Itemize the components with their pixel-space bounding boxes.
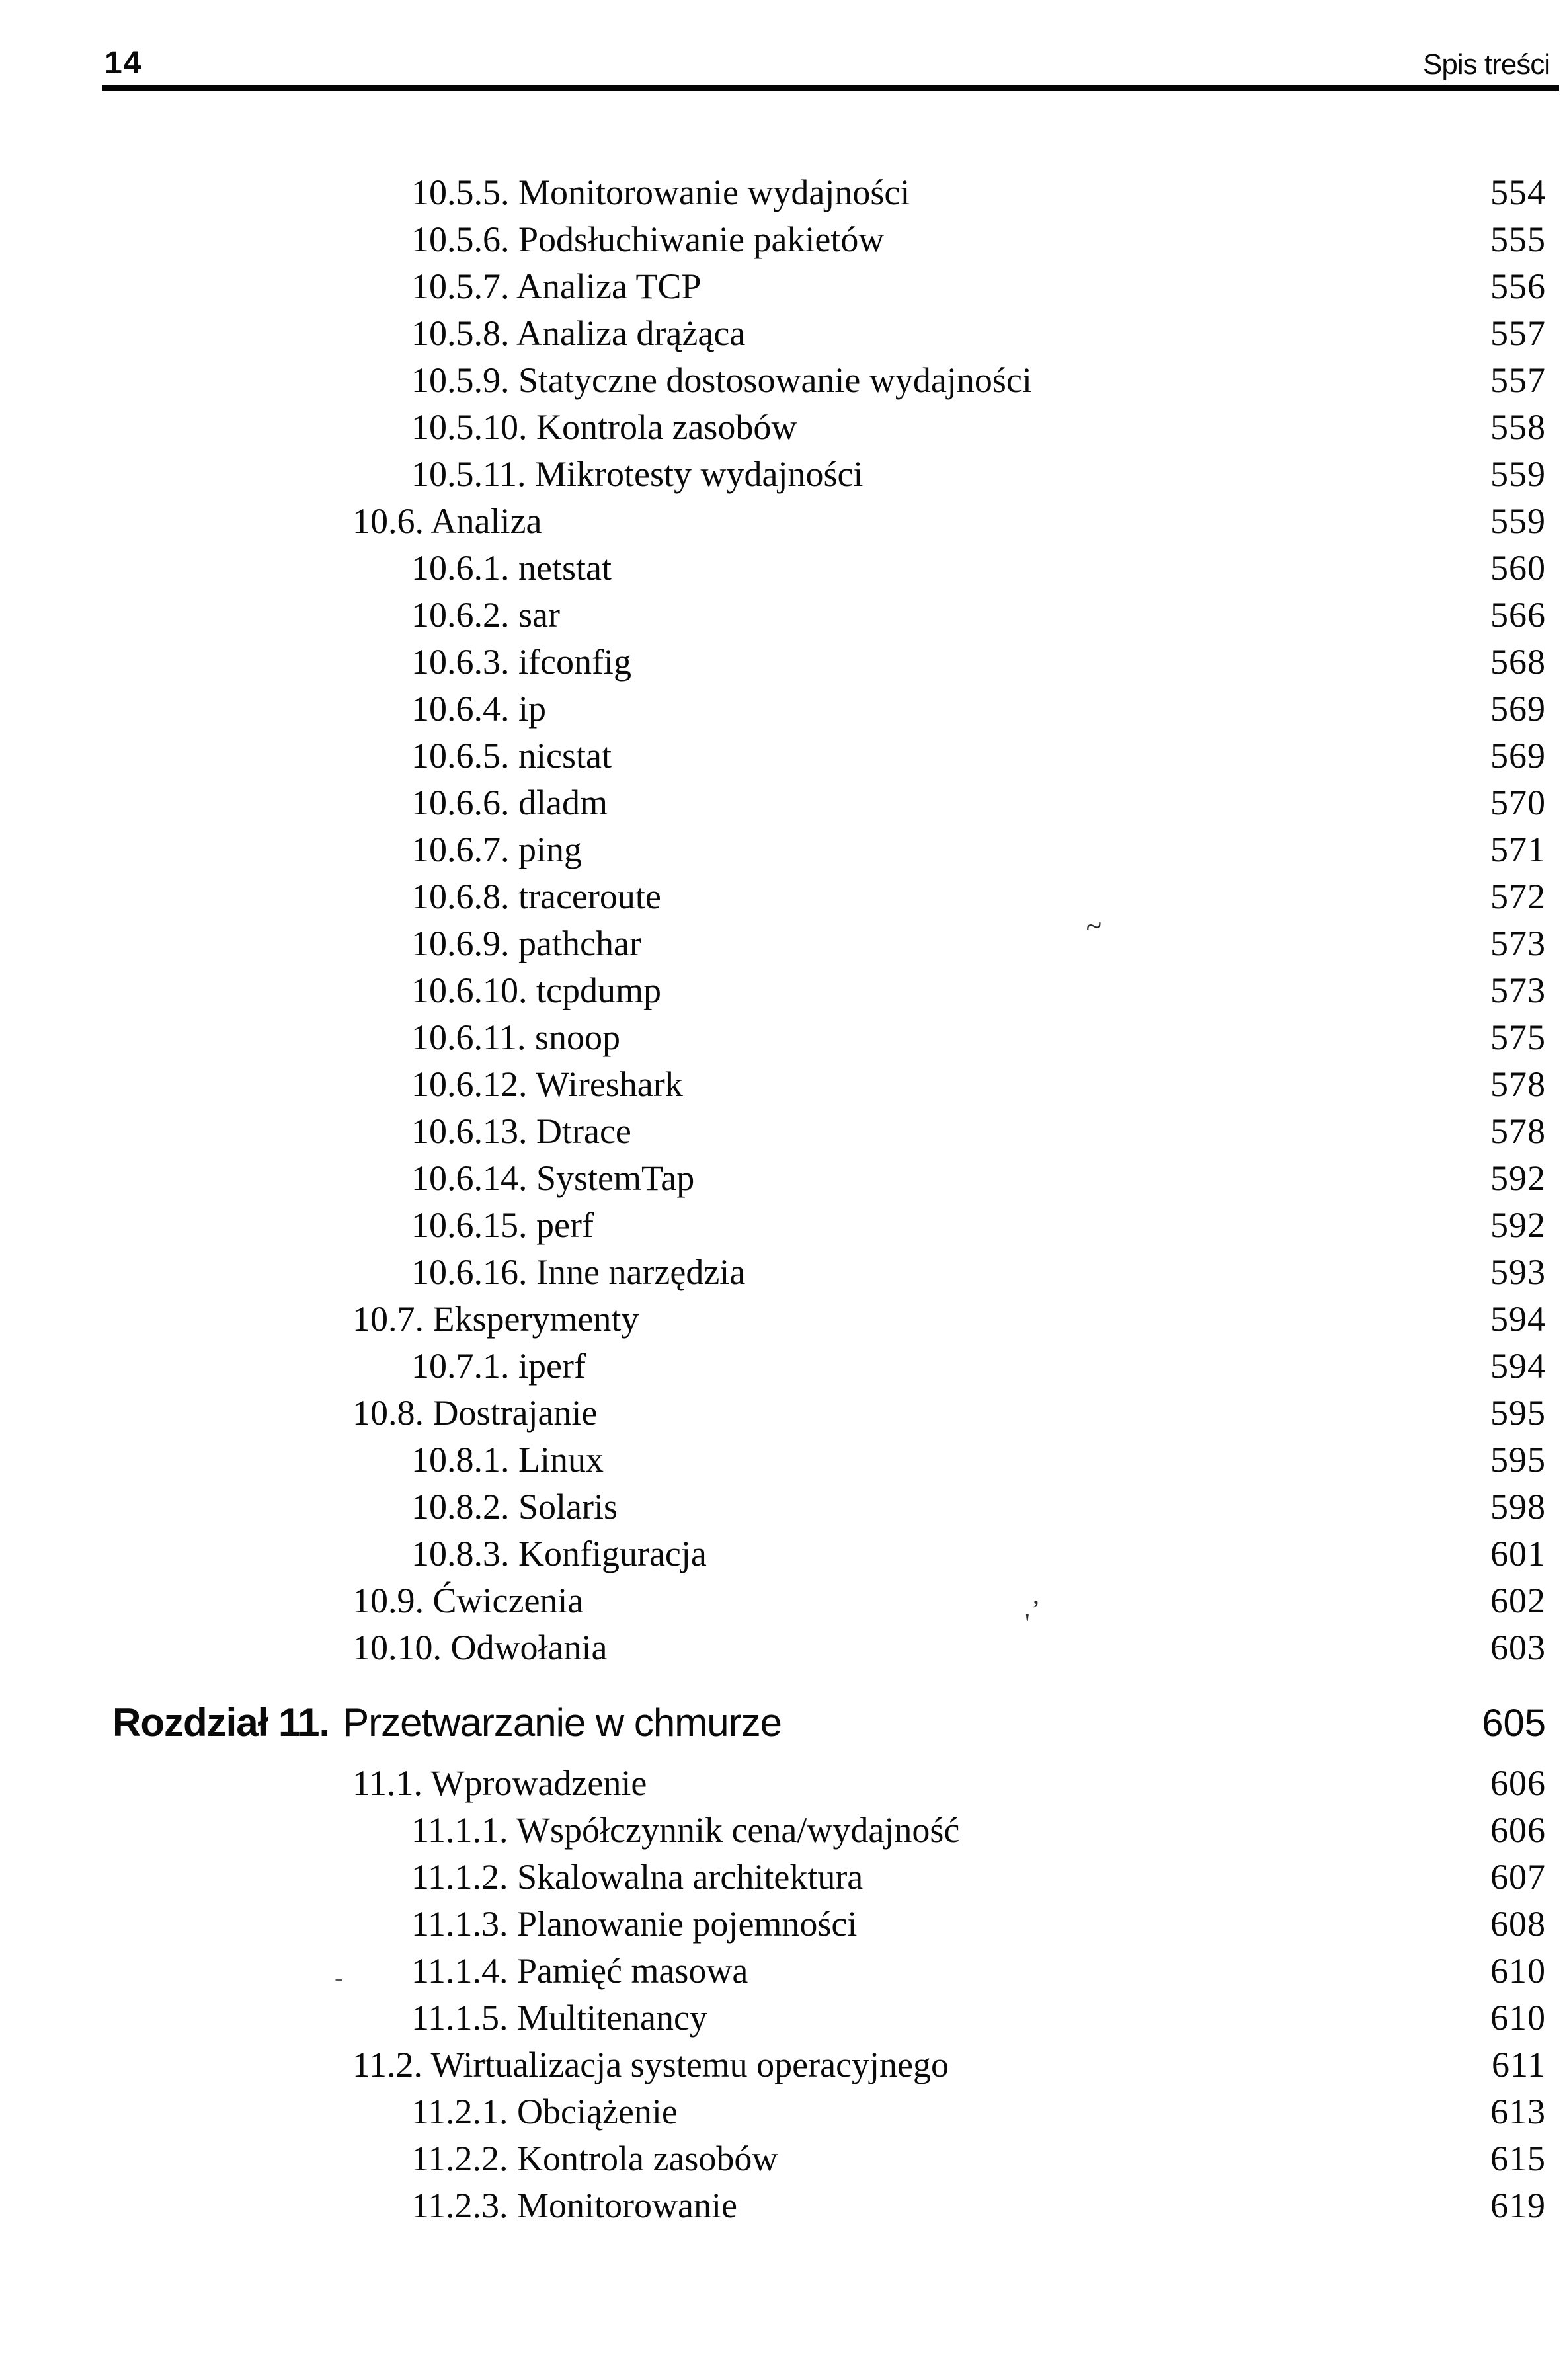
toc-entry: [104, 1760, 1546, 1807]
entry-title: 10.6.13. Dtrace: [411, 1111, 631, 1151]
entry-title: 10.6.1. netstat: [411, 548, 612, 588]
toc-entry: [104, 2135, 1546, 2182]
entry-title: 10.8.3. Konfiguracja: [411, 1534, 707, 1573]
entry-title: 10.5.9. Statyczne dostosowanie wydajności: [411, 360, 1032, 400]
entry-page-number: 557: [1490, 360, 1546, 400]
toc-entry: [104, 545, 1546, 592]
entry-page-number: 569: [1490, 736, 1546, 775]
entry-page-number: 595: [1490, 1393, 1546, 1433]
entry-page-number: 601: [1490, 1534, 1546, 1573]
entry-title: 10.6.9. pathchar: [411, 924, 641, 963]
entry-page-number: 556: [1490, 266, 1546, 306]
entry-page-number: 569: [1490, 689, 1546, 729]
entry-title: 10.6.2. sar: [411, 595, 560, 635]
entry-title: 11.1.1. Współczynnik cena/wydajność: [411, 1810, 960, 1850]
entry-page-number: 578: [1490, 1064, 1546, 1104]
entry-page-number: 558: [1490, 407, 1546, 447]
entry-title: 11.1.3. Planowanie pojemności: [411, 1904, 858, 1944]
entry-title: 11.1.5. Multitenancy: [411, 1998, 707, 2038]
toc-entry: [104, 967, 1546, 1014]
entry-page-number: 603: [1490, 1628, 1546, 1667]
scan-speck: -: [335, 1963, 344, 1993]
toc-entry: [104, 2042, 1546, 2088]
toc-entry: [104, 404, 1546, 451]
entry-title: 10.6. Analiza: [352, 501, 542, 541]
entry-page-number: 578: [1490, 1111, 1546, 1151]
entry-title: 10.8.1. Linux: [411, 1440, 604, 1480]
entry-page-number: 571: [1490, 830, 1546, 869]
toc-entry: [104, 1390, 1546, 1437]
toc-entry: [104, 498, 1546, 545]
entry-title: 10.5.10. Kontrola zasobów: [411, 407, 797, 447]
entry-page-number: 560: [1490, 548, 1546, 588]
toc-entry: [104, 1854, 1546, 1901]
toc-entry: [104, 1108, 1546, 1155]
entry-page-number: 610: [1490, 1951, 1546, 1991]
toc-entry: [104, 826, 1546, 873]
entry-page-number: 606: [1490, 1763, 1546, 1803]
entry-page-number: 610: [1490, 1998, 1546, 2038]
entry-title: 10.5.5. Monitorowanie wydajności: [411, 173, 910, 212]
entry-title: 10.5.8. Analiza drążąca: [411, 313, 746, 353]
entry-page-number: 594: [1490, 1346, 1546, 1386]
entry-page-number: 607: [1490, 1857, 1546, 1897]
toc-entry: [104, 1530, 1546, 1577]
toc-entry: [104, 779, 1546, 826]
chapter-title: Przetwarzanie w chmurze: [342, 1700, 782, 1745]
toc-entry: [104, 1061, 1546, 1108]
chapter-label: Rozdział 11.: [112, 1700, 330, 1745]
entry-page-number: 602: [1490, 1581, 1546, 1620]
toc-entry: [104, 1202, 1546, 1249]
toc-list: [104, 169, 1546, 2229]
entry-title: 11.1.4. Pamięć masowa: [411, 1951, 748, 1991]
toc-entry: [104, 873, 1546, 920]
entry-title: 11.2. Wirtualizacja systemu operacyjnego: [352, 2045, 949, 2084]
entry-page-number: 570: [1490, 783, 1546, 822]
entry-title: 10.6.12. Wireshark: [411, 1064, 683, 1104]
entry-page-number: 594: [1490, 1299, 1546, 1339]
entry-page-number: 593: [1490, 1252, 1546, 1292]
entry-title: 10.6.4. ip: [411, 689, 547, 729]
toc-entry: [104, 639, 1546, 686]
toc-entry: [104, 1807, 1546, 1854]
toc-entry: [104, 1014, 1546, 1061]
toc-entry: [104, 1995, 1546, 2042]
entry-page-number: 559: [1490, 454, 1546, 494]
entry-title: 10.7.1. iperf: [411, 1346, 586, 1386]
toc-entry: [104, 592, 1546, 639]
toc-entry: [104, 451, 1546, 498]
entry-page-number: 559: [1490, 501, 1546, 541]
entry-page-number: 572: [1490, 877, 1546, 916]
entry-title: 10.6.7. ping: [411, 830, 583, 869]
entry-title: 10.6.10. tcpdump: [411, 971, 661, 1010]
entry-page-number: 611: [1492, 2045, 1546, 2084]
entry-title: 10.6.15. perf: [411, 1205, 594, 1245]
entry-page-number: 575: [1490, 1017, 1546, 1057]
entry-title: 10.6.14. SystemTap: [411, 1158, 695, 1198]
toc-entry: [104, 169, 1546, 216]
scan-speck: ~: [1082, 907, 1105, 945]
entry-page-number: 554: [1490, 173, 1546, 212]
toc-entry: [104, 2088, 1546, 2135]
entry-page-number: 573: [1490, 971, 1546, 1010]
entry-title: 10.6.6. dladm: [411, 783, 608, 822]
entry-page-number: 613: [1490, 2092, 1546, 2131]
entry-page-number: 615: [1490, 2139, 1546, 2178]
toc-entry: [104, 686, 1546, 733]
entry-title: 10.8. Dostrajanie: [352, 1393, 598, 1433]
entry-title: 10.6.3. ifconfig: [411, 642, 631, 682]
entry-title: 11.2.3. Monitorowanie: [411, 2186, 737, 2225]
entry-title: 10.8.2. Solaris: [411, 1487, 618, 1527]
toc-entry: [104, 1901, 1546, 1948]
toc-entry: [104, 1624, 1546, 1671]
toc-entry: [104, 920, 1546, 967]
entry-page-number: 595: [1490, 1440, 1546, 1480]
entry-page-number: 573: [1490, 924, 1546, 963]
toc-entry: [104, 1296, 1546, 1343]
entry-title: 10.10. Odwołania: [352, 1628, 608, 1667]
toc-chapter-heading: [104, 1691, 1546, 1755]
toc-entry: [104, 216, 1546, 263]
entry-title: 10.7. Eksperymenty: [352, 1299, 639, 1339]
toc-entry: [104, 1437, 1546, 1484]
toc-entry: [104, 263, 1546, 310]
entry-title: 10.6.11. snoop: [411, 1017, 621, 1057]
entry-page-number: 608: [1490, 1904, 1546, 1944]
page-header: [104, 34, 1550, 79]
entry-page-number: 555: [1490, 219, 1546, 259]
entry-title: 11.2.1. Obciążenie: [411, 2092, 678, 2131]
scan-speck: ,: [1033, 1579, 1039, 1609]
toc-entry: [104, 1155, 1546, 1202]
entry-page-number: 598: [1490, 1487, 1546, 1527]
entry-title: 11.2.2. Kontrola zasobów: [411, 2139, 778, 2178]
entry-page-number: 566: [1490, 595, 1546, 635]
header-rule: [102, 85, 1559, 91]
entry-title: 10.9. Ćwiczenia: [352, 1581, 584, 1620]
toc-entry: [104, 1249, 1546, 1296]
entry-page-number: 557: [1490, 313, 1546, 353]
entry-title: 10.5.11. Mikrotesty wydajności: [411, 454, 864, 494]
scan-speck: ': [1025, 1609, 1030, 1640]
toc-entry: [104, 357, 1546, 404]
toc-entry: [104, 1343, 1546, 1390]
toc-entry: [104, 733, 1546, 779]
entry-title: 10.5.6. Podsłuchiwanie pakietów: [411, 219, 885, 259]
chapter-heading-text: [104, 1691, 782, 1755]
entry-title: 10.6.16. Inne narzędzia: [411, 1252, 746, 1292]
entry-page-number: 592: [1490, 1158, 1546, 1198]
entry-page-number: 606: [1490, 1810, 1546, 1850]
entry-title: 11.1. Wprowadzenie: [352, 1763, 647, 1803]
toc-entry: [104, 1484, 1546, 1530]
entry-title: 10.6.5. nicstat: [411, 736, 612, 775]
toc-entry: [104, 2182, 1546, 2229]
entry-title: 11.1.2. Skalowalna architektura: [411, 1857, 864, 1897]
running-head-title: Spis treści: [1423, 48, 1550, 81]
entry-page-number: 619: [1490, 2186, 1546, 2225]
chapter-page-number: 605: [1482, 1702, 1546, 1745]
entry-page-number: 568: [1490, 642, 1546, 682]
entry-title: 10.6.8. traceroute: [411, 877, 661, 916]
toc-entry: [104, 1948, 1546, 1995]
folio-page-number: 14: [104, 46, 143, 81]
entry-page-number: 592: [1490, 1205, 1546, 1245]
entry-title: 10.5.7. Analiza TCP: [411, 266, 702, 306]
toc-entry: [104, 1577, 1546, 1624]
toc-entry: [104, 310, 1546, 357]
